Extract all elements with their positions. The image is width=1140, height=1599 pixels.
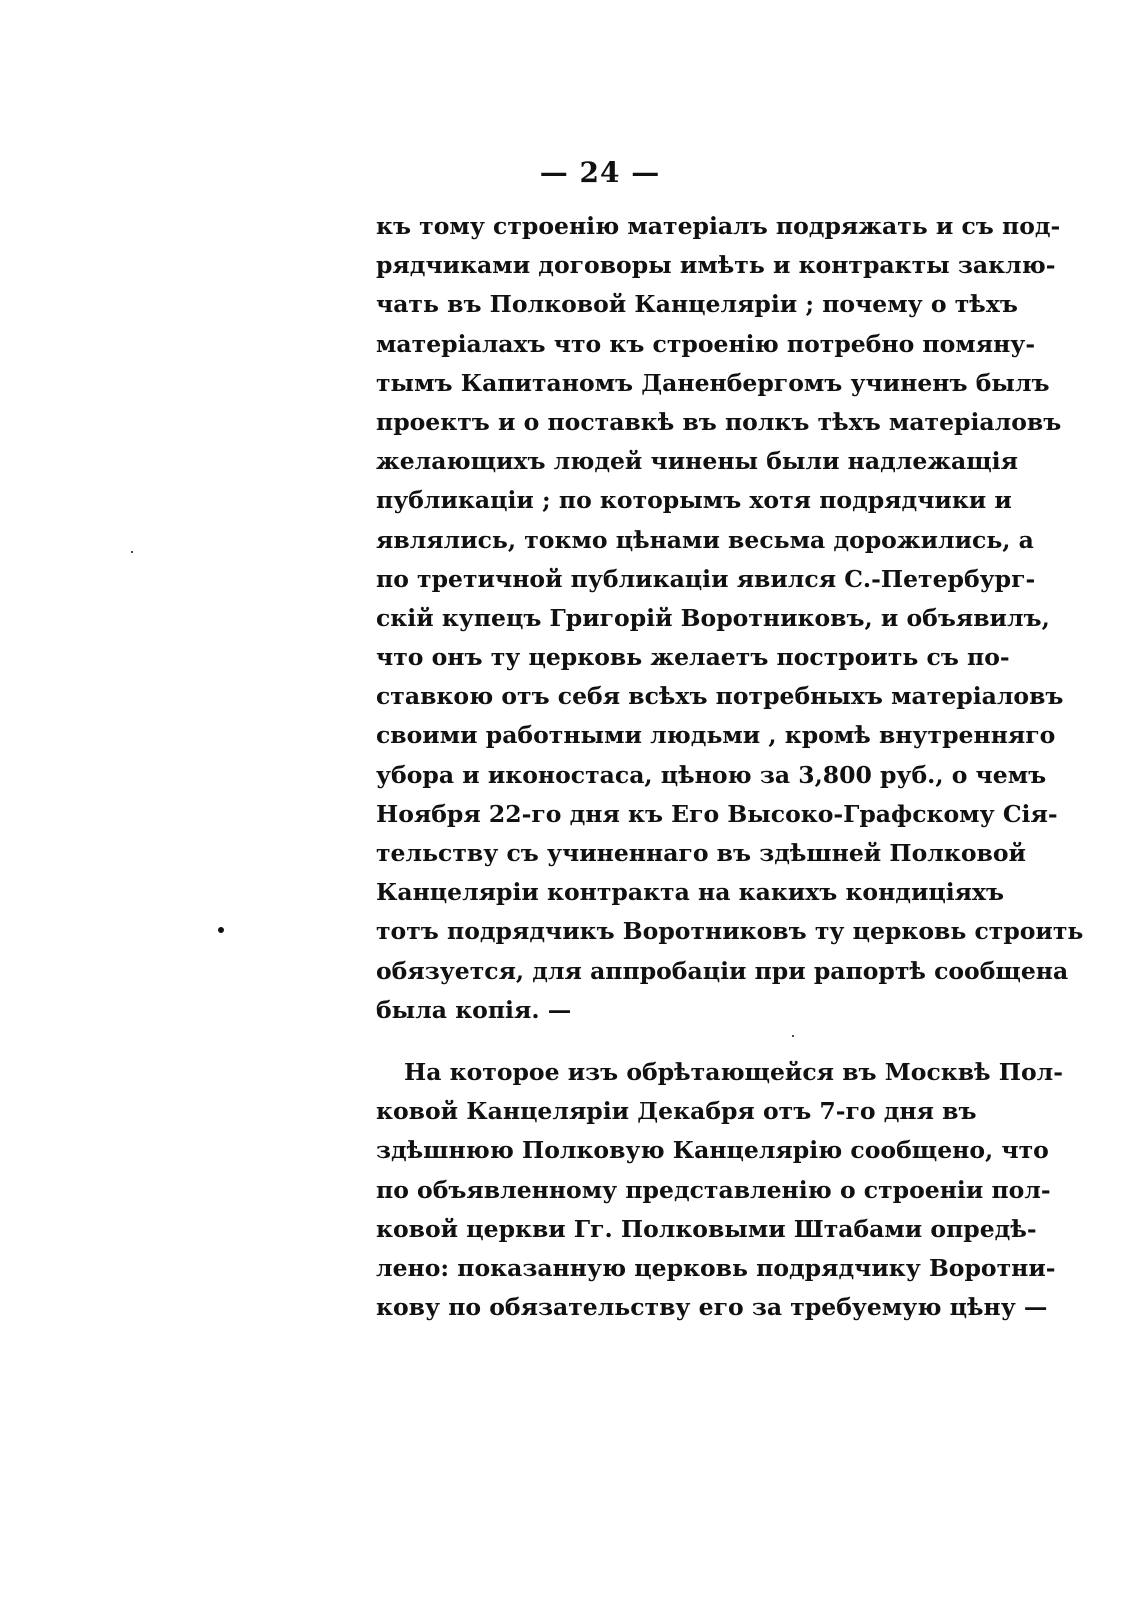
text-line: что онъ ту церковь желаетъ построить съ по- bbox=[376, 643, 1010, 672]
text-line: Канцеляріи контракта на какихъ кондиціяхъ bbox=[376, 878, 1005, 907]
text-line: тымъ Капитаномъ Даненбергомъ учиненъ былъ bbox=[376, 368, 1050, 397]
text-line: ковой Канцеляріи Декабря отъ 7-го дня въ bbox=[376, 1097, 977, 1126]
text-line: желающихъ людей чинены были надлежащія bbox=[376, 447, 1018, 476]
text-line: матеріалахъ что къ строенію потребно помяну- bbox=[376, 329, 1036, 358]
body-text bbox=[376, 207, 1084, 1327]
text-line-indented: На которое изъ обрѣтающейся въ Москвѣ Пол- bbox=[404, 1057, 1063, 1086]
paragraph-1 bbox=[376, 207, 1084, 1030]
paragraph-gap bbox=[376, 1030, 961, 1053]
text-line: Ноября 22-го дня къ Его Высоко-Графскому Сія- bbox=[376, 799, 1058, 828]
text-line: по третичной публикаціи явился С.-Петербург- bbox=[376, 564, 1036, 593]
text-line: обязуется, для аппробаціи при рапортѣ сообщена bbox=[376, 956, 1069, 985]
text-line: рядчиками договоры имѣть и контракты заклю- bbox=[376, 251, 1056, 280]
text-line: публикаціи ; по которымъ хотя подрядчики и bbox=[376, 486, 1012, 515]
ink-speck bbox=[218, 927, 224, 933]
text-line: ставкою отъ себя всѣхъ потребныхъ матеріаловъ bbox=[376, 682, 1064, 711]
text-line: по объявленному представленію о строеніи пол- bbox=[376, 1175, 1051, 1204]
text-line: являлись, токмо цѣнами весьма дорожились, а bbox=[376, 525, 1034, 554]
text-line: тотъ подрядчикъ Воротниковъ ту церковь строить bbox=[376, 917, 1084, 946]
text-line: къ тому строенію матеріалъ подряжать и съ под- bbox=[376, 212, 1061, 240]
text-line: ковой церкви Гг. Полковыми Штабами опредѣ- bbox=[376, 1214, 1037, 1243]
text-line: скій купецъ Григорій Воротниковъ, и объявилъ, bbox=[376, 603, 1050, 632]
ink-speck bbox=[792, 1035, 794, 1037]
text-line: кову по обязательству его за требуемую цѣну — bbox=[376, 1293, 1048, 1322]
text-line: здѣшнюю Полковую Канцелярію сообщено, что bbox=[376, 1136, 1049, 1165]
text-line: лено: показанную церковь подрядчику Воротни- bbox=[376, 1253, 1056, 1282]
text-line: проектъ и о поставкѣ въ полкъ тѣхъ матеріаловъ bbox=[376, 407, 1062, 436]
text-line: тельству съ учиненнаго въ здѣшней Полковой bbox=[376, 839, 1026, 867]
text-line: своими работными людьми , кромѣ внутренняго bbox=[376, 721, 1056, 750]
text-line: убора и иконостаса, цѣною за 3,800 руб., о чемъ bbox=[376, 760, 1047, 789]
ink-speck bbox=[131, 551, 133, 553]
paragraph-2 bbox=[376, 1053, 1063, 1327]
text-line: чать въ Полковой Канцеляріи ; почему о тѣхъ bbox=[376, 290, 1018, 319]
text-line-last: была копія. — bbox=[376, 995, 572, 1024]
page-number: — 24 — bbox=[539, 156, 661, 189]
